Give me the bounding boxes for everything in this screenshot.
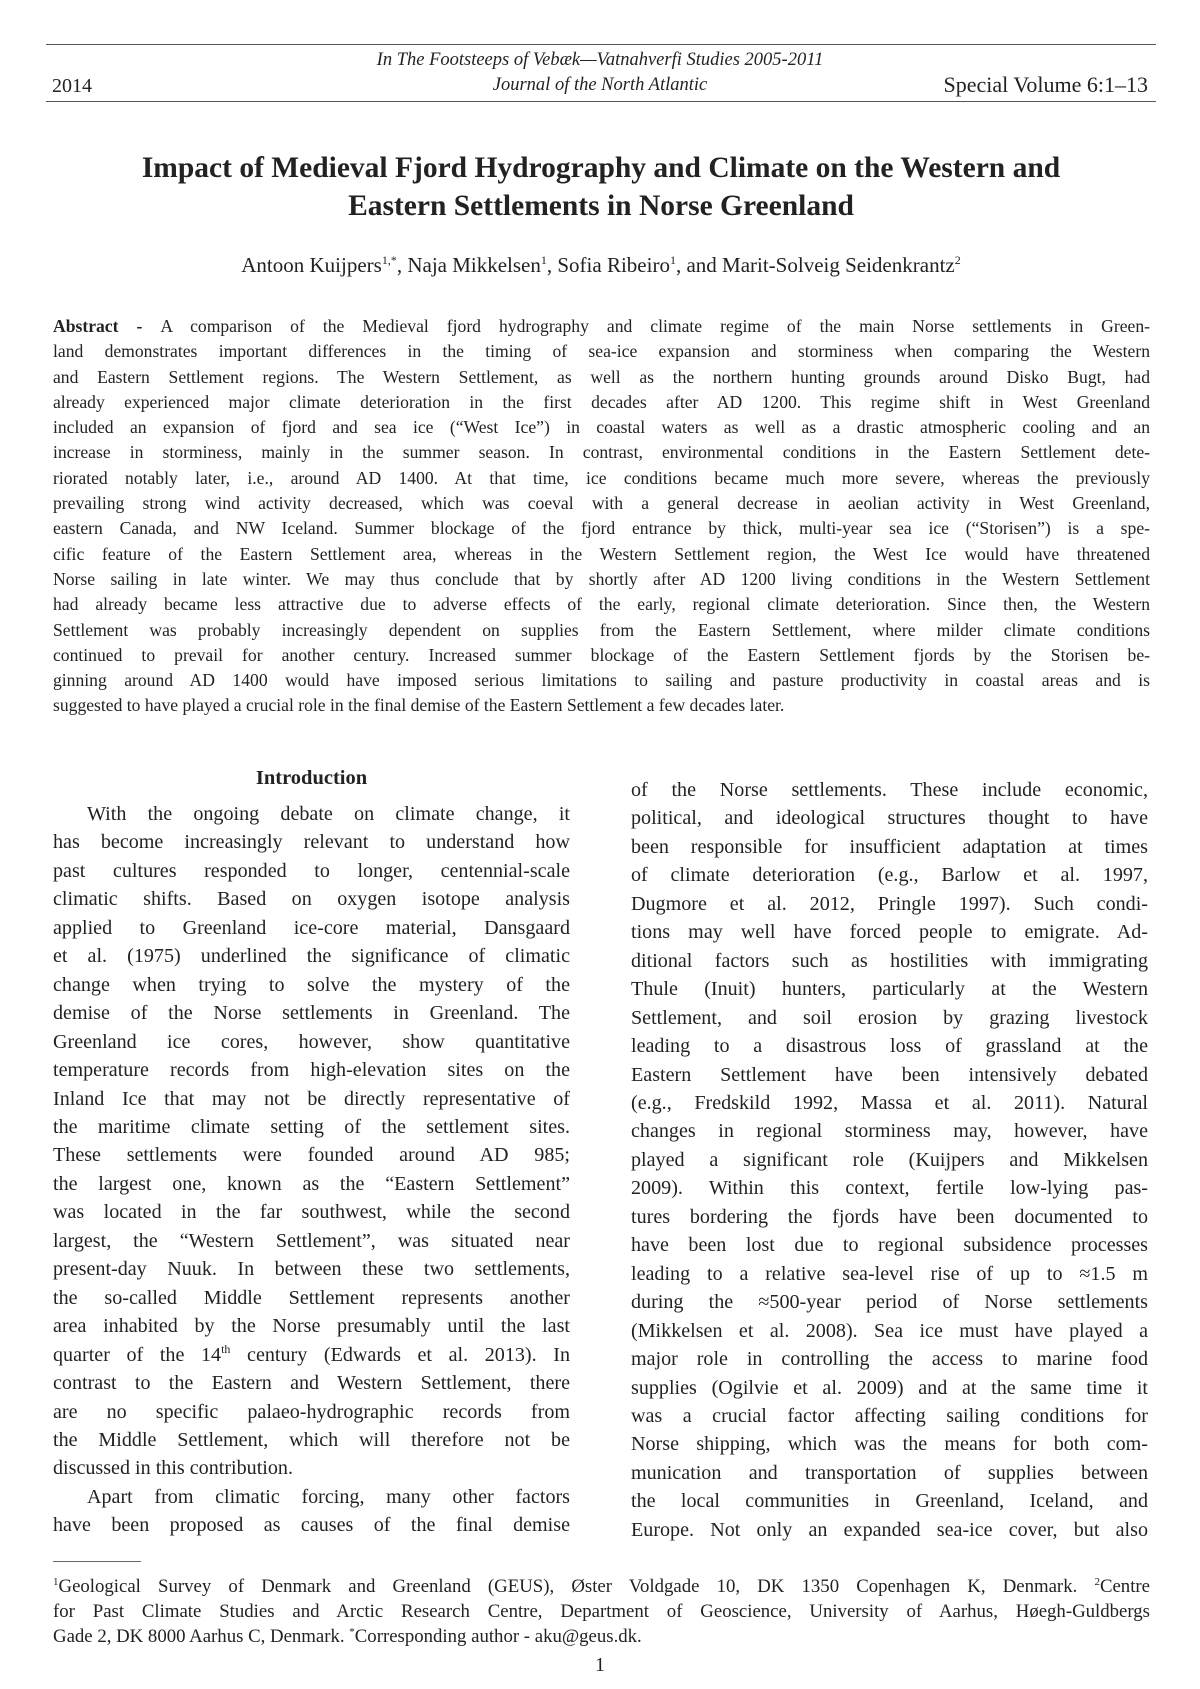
body-text-line: changes in regional storminess may, however, have: [631, 1120, 1148, 1143]
abstract-line: [53, 365, 1150, 390]
footnote-sup: *: [349, 1626, 355, 1638]
footnote-sup: 1: [53, 1576, 59, 1588]
abstract-line: [53, 567, 1150, 592]
body-text-line: tions may well have forced people to emigrate. Ad-: [631, 921, 1148, 944]
body-text-line: area inhabited by the Norse presumably until the last: [53, 1315, 570, 1338]
body-text-line: ditional factors such as hostilities with immigrating: [631, 949, 1148, 972]
body-text-line: (e.g., Fredskild 1992, Massa et al. 2011). Natural: [631, 1091, 1148, 1114]
abstract-text: eastern Canada, and NW Iceland. Summer blockage of the fjord entrance by thick, multi-year sea ice (“Storisen”) is a spe-: [53, 518, 1150, 539]
body-text-line: Eastern Settlement have been intensively debated: [631, 1063, 1148, 1086]
abstract-line: [53, 339, 1150, 364]
abstract-line: [53, 390, 1150, 415]
abstract-label: Abstract -: [53, 316, 161, 336]
body-text-line: change when trying to solve the mystery of the: [53, 973, 570, 996]
header-bottom-rule: [46, 101, 1156, 102]
abstract-line: [53, 542, 1150, 567]
footnote-line: for Past Climate Studies and Arctic Research Centre, Department of Geoscience, University of Aarhus, Høegh-Guldbergs: [53, 1601, 1150, 1622]
body-text-line: the local communities in Greenland, Iceland, and: [631, 1490, 1148, 1513]
header-volume: Special Volume 6:1–13: [943, 72, 1148, 97]
body-text-line: present-day Nuuk. In between these two settlements,: [53, 1258, 570, 1281]
author-name: Naja Mikkelsen: [407, 253, 541, 277]
body-text-line: was a crucial factor affecting sailing conditions for: [631, 1404, 1148, 1427]
body-text-line: contrast to the Eastern and Western Settlement, there: [53, 1372, 570, 1395]
body-text-line: have been lost due to regional subsidence processes: [631, 1234, 1148, 1257]
footnote-text: Centre: [1099, 1576, 1150, 1597]
right-column: [631, 776, 1148, 1544]
body-text-line: largest, the “Western Settlement”, was situated near: [53, 1229, 570, 1252]
header-year: 2014: [52, 75, 92, 97]
abstract-line: [53, 643, 1150, 668]
author-name: Antoon Kuijpers: [241, 253, 382, 277]
affiliations-footnote: [53, 1574, 1150, 1649]
author-separator: ,: [396, 253, 408, 277]
body-text-line: was located in the far southwest, while the second: [53, 1201, 570, 1224]
abstract-line: [53, 693, 1150, 718]
abstract-line: [53, 516, 1150, 541]
body-text-line: have been proposed as causes of the final demise: [53, 1514, 570, 1537]
body-text-line: the Middle Settlement, which will therefore not be: [53, 1428, 570, 1451]
body-text-line: temperature records from high-elevation sites on the: [53, 1059, 570, 1082]
footnote-line: [53, 1624, 1150, 1649]
body-text-line: been responsible for insufficient adaptation at times: [631, 835, 1148, 858]
ordinal-suffix: th: [221, 1341, 231, 1356]
abstract: [53, 314, 1150, 719]
body-text-line: Norse shipping, which was the means for both com-: [631, 1433, 1148, 1456]
abstract-text: had already became less attractive due to adverse effects of the early, regional climate deterioration. Since then, the Western: [53, 594, 1150, 615]
body-text-line: Apart from climatic forcing, many other factors: [87, 1485, 570, 1508]
paper-title: [46, 149, 1156, 225]
author-affiliation-mark: 1: [669, 253, 676, 267]
author-name: Marit-Solveig Seidenkrantz: [722, 253, 955, 277]
abstract-text: Norse sailing in late winter. We may thus conclude that by shortly after AD 1200 living conditions in the Western Settlement: [53, 568, 1150, 589]
abstract-text: and Eastern Settlement regions. The Western Settlement, as well as the northern hunting grounds around Disko Bugt, had: [53, 366, 1150, 387]
body-text-line: major role in controlling the access to marine food: [631, 1348, 1148, 1371]
body-text-line: Dugmore et al. 2012, Pringle 1997). Such condi-: [631, 892, 1148, 915]
abstract-line: [53, 466, 1150, 491]
body-text-line: (Mikkelsen et al. 2008). Sea ice must have played a: [631, 1319, 1148, 1342]
footnote-text: Corresponding author - aku@geus.dk.: [354, 1626, 642, 1647]
author-separator: ,: [546, 253, 558, 277]
body-text-line: 2009). Within this context, fertile low-lying pas-: [631, 1177, 1148, 1200]
footnote-line: [53, 1574, 1150, 1599]
abstract-line: [53, 314, 1150, 339]
body-text-line: tures bordering the fjords have been documented to: [631, 1205, 1148, 1228]
abstract-text: increase in storminess, mainly in the summer season. In contrast, environmental conditions in the Eastern Settlement dete-: [53, 442, 1150, 463]
section-heading-introduction: Introduction: [255, 767, 368, 789]
author-affiliation-mark: 1,*: [381, 253, 397, 267]
body-text-line: [53, 1341, 570, 1369]
body-text: century (Edwards et al. 2013). In: [230, 1343, 570, 1366]
page-number: 1: [595, 1654, 605, 1676]
body-text-line: has become increasingly relevant to understand how: [53, 831, 570, 854]
body-text-line: the maritime climate setting of the settlement sites.: [53, 1115, 570, 1138]
abstract-text: Settlement was probably increasingly dependent on supplies from the Eastern Settlement, where milder climate conditions: [53, 619, 1150, 640]
abstract-line: [53, 415, 1150, 440]
abstract-text: included an expansion of fjord and sea ice (“West Ice”) in coastal waters as well as a drastic atmospheric cooling and an: [53, 417, 1150, 438]
abstract-text: cific feature of the Eastern Settlement area, whereas in the Western Settlement region, the West Ice would have threatened: [53, 543, 1150, 564]
author-separator: , and: [675, 253, 723, 277]
abstract-text: A comparison of the Medieval fjord hydrography and climate regime of the main Norse settlements in Green-: [160, 316, 1150, 336]
footnote-sup: 2: [1094, 1576, 1100, 1588]
author-name: Sofia Ribeiro: [557, 253, 670, 277]
abstract-text: suggested to have played a crucial role in the final demise of the Eastern Settlement a few decades later.: [53, 695, 785, 716]
body-text-line: Settlement, and soil erosion by grazing livestock: [631, 1006, 1148, 1029]
body-text-line: the largest one, known as the “Eastern Settlement”: [53, 1172, 570, 1195]
abstract-line: [53, 668, 1150, 693]
author-list: [46, 253, 1156, 278]
header-journal-name: Journal of the North Atlantic: [492, 75, 708, 95]
body-text-line: played a significant role (Kuijpers and Mikkelsen: [631, 1148, 1148, 1171]
footnote-text: Geological Survey of Denmark and Greenland (GEUS), Øster Voldgade 10, DK 1350 Copenhagen K, Denmark.: [58, 1576, 1095, 1597]
abstract-line: [53, 491, 1150, 516]
body-text-line: Inland Ice that may not be directly representative of: [53, 1087, 570, 1110]
body-text-line: of the Norse settlements. These include economic,: [631, 779, 1148, 801]
abstract-text: continued to prevail for another century. Increased summer blockage of the Eastern Settlement fjords by the Storisen be-: [53, 644, 1150, 665]
author-affiliation-mark: 1: [540, 253, 547, 267]
body-text-line: Thule (Inuit) hunters, particularly at the Western: [631, 978, 1148, 1001]
body-text-line: munication and transportation of supplies between: [631, 1461, 1148, 1484]
body-text-line: supplies (Ogilvie et al. 2009) and at the same time it: [631, 1376, 1148, 1399]
body-text: quarter of the 14: [53, 1343, 222, 1366]
abstract-line: [53, 440, 1150, 465]
body-text-line: demise of the Norse settlements in Greenland. The: [53, 1002, 570, 1025]
body-text-line: of climate deterioration (e.g., Barlow et al. 1997,: [631, 864, 1148, 887]
abstract-text: land demonstrates important differences in the timing of sea-ice expansion and storminess when comparing the Western: [53, 341, 1150, 362]
body-text-line: during the ≈500-year period of Norse settlements: [631, 1291, 1148, 1314]
body-text-line: Europe. Not only an expanded sea-ice cover, but also: [631, 1518, 1148, 1541]
header-series-title: In The Footsteeps of Vebæk—Vatnahverfi Studies 2005-2011: [376, 50, 824, 70]
abstract-text: riorated notably later, i.e., around AD 1400. At that time, ice conditions became much more severe, whereas the previously: [53, 467, 1150, 488]
abstract-line: [53, 618, 1150, 643]
abstract-line: [53, 592, 1150, 617]
body-text-line: With the ongoing debate on climate change, it: [87, 803, 570, 825]
header-top-rule: [46, 44, 1156, 45]
body-text-line: These settlements were founded around AD 985;: [53, 1144, 570, 1167]
left-column: [53, 800, 570, 1540]
paper-title-line: Impact of Medieval Fjord Hydrography and Climate on the Western and: [141, 152, 1061, 184]
author-affiliation-mark: 2: [954, 253, 961, 267]
body-text-line: the so-called Middle Settlement represents another: [53, 1286, 570, 1309]
body-text-line: past cultures responded to longer, centennial-scale: [53, 859, 570, 882]
footnote-text: Gade 2, DK 8000 Aarhus C, Denmark.: [53, 1626, 350, 1647]
paper-title-line: Eastern Settlements in Norse Greenland: [348, 190, 854, 222]
body-text-line: discussed in this contribution.: [53, 1457, 293, 1480]
body-text-line: climatic shifts. Based on oxygen isotope analysis: [53, 888, 570, 911]
body-text-line: Greenland ice cores, however, show quantitative: [53, 1030, 570, 1053]
body-text-line: political, and ideological structures thought to have: [631, 807, 1148, 830]
abstract-text: already experienced major climate deterioration in the first decades after AD 1200. This regime shift in West Greenland: [53, 391, 1150, 412]
body-text-line: applied to Greenland ice-core material, Dansgaard: [53, 916, 570, 939]
abstract-text: ginning around AD 1400 would have imposed serious limitations to sailing and pasture productivity in coastal areas and is: [53, 670, 1150, 691]
abstract-text: prevailing strong wind activity decreased, which was coeval with a general decrease in aeolian activity in West Greenland,: [53, 493, 1150, 514]
body-text-line: et al. (1975) underlined the significance of climatic: [53, 945, 570, 968]
body-text-line: are no specific palaeo-hydrographic records from: [53, 1400, 570, 1423]
body-text-line: leading to a disastrous loss of grassland at the: [631, 1035, 1148, 1058]
body-text-line: leading to a relative sea-level rise of up to ≈1.5 m: [631, 1262, 1148, 1285]
footnote-rule: [53, 1561, 141, 1562]
